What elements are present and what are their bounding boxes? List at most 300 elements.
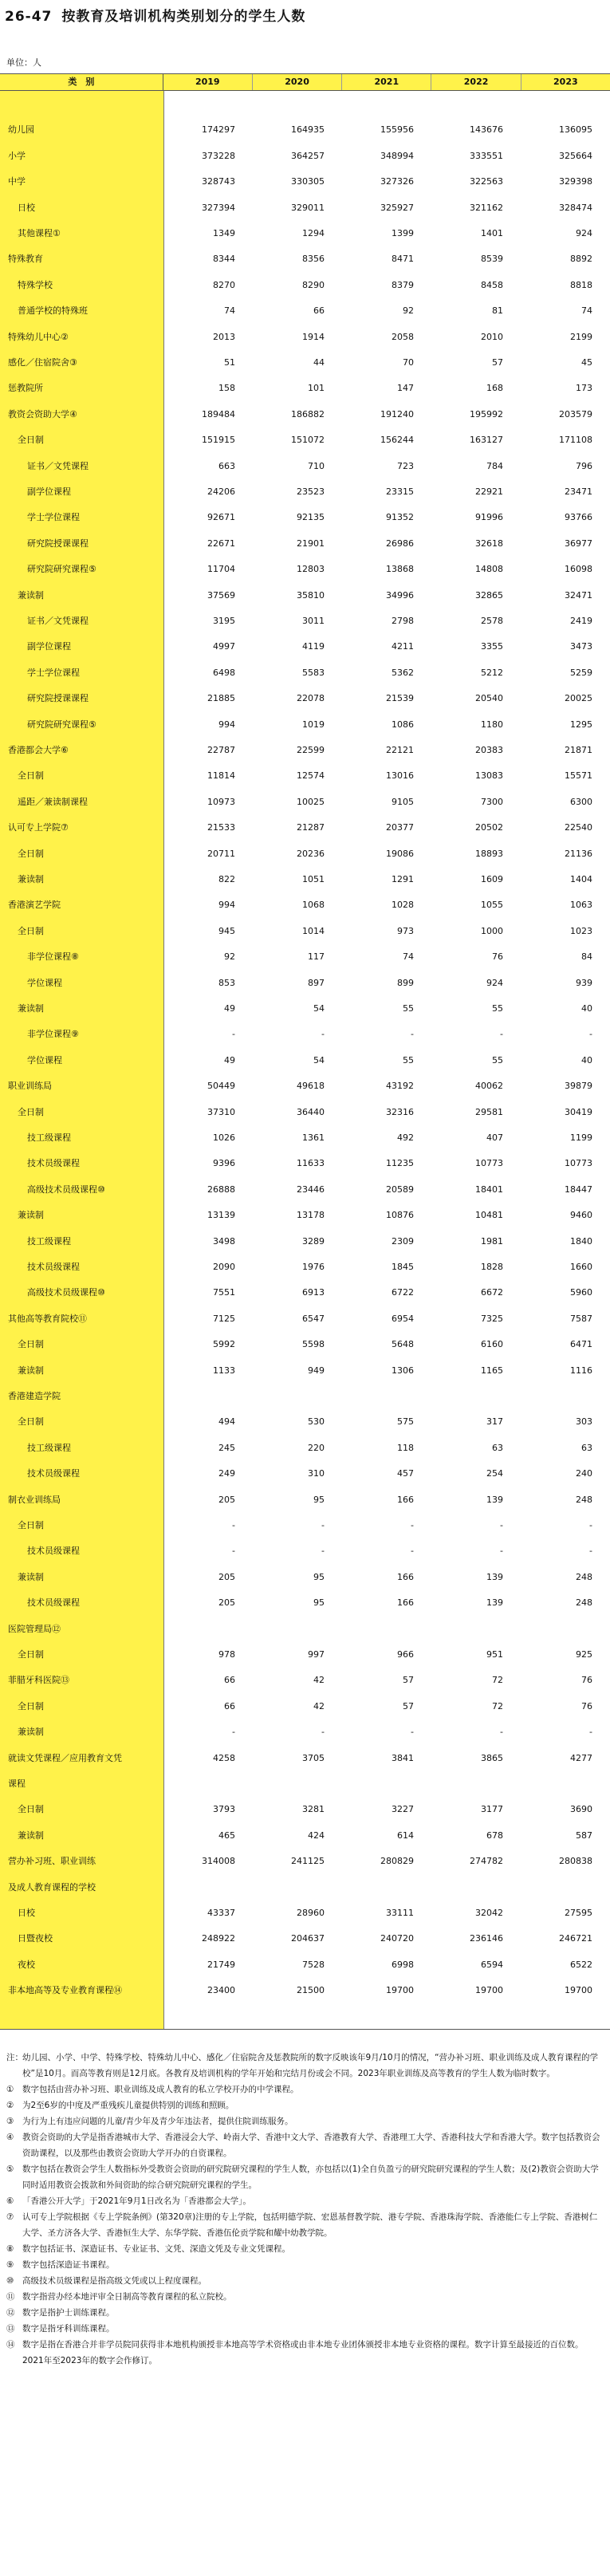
row-value-2019: 994 xyxy=(218,719,235,730)
row-label: 技术员级课程 xyxy=(27,1468,80,1479)
footnote-marker: ⑨ xyxy=(6,2260,14,2270)
row-value-2021: 1399 xyxy=(392,227,414,238)
row-label: 兼读制 xyxy=(18,1830,44,1841)
row-value-2022: 10481 xyxy=(475,1209,503,1220)
row-label: 学士学位课程 xyxy=(27,668,80,678)
row-label: 兼读制 xyxy=(18,1572,44,1582)
row-value-2021: - xyxy=(411,1545,414,1556)
row-value-2023: 925 xyxy=(576,1648,592,1660)
table-row xyxy=(0,380,610,396)
row-value-2019: 51 xyxy=(224,356,235,368)
row-label: 技术员级课程 xyxy=(27,1158,80,1168)
table-row xyxy=(0,1310,610,1326)
footnote-marker: ⑥ xyxy=(6,2196,14,2206)
table-row xyxy=(0,406,610,422)
row-value-2021: 2058 xyxy=(392,331,414,342)
row-value-2023: 1023 xyxy=(570,925,592,936)
footnotes xyxy=(6,2050,600,2369)
table-row xyxy=(0,1284,610,1300)
row-value-2022: 163127 xyxy=(470,434,503,445)
row-label: 认可专上学院⑦ xyxy=(8,822,69,833)
table-row xyxy=(0,1491,610,1507)
row-value-2019: 494 xyxy=(218,1416,235,1427)
footnote xyxy=(6,2321,600,2337)
row-value-2023: 1295 xyxy=(570,719,592,730)
row-value-2020: 12803 xyxy=(297,563,325,574)
row-label: 制衣业训练局 xyxy=(8,1495,61,1505)
footnote xyxy=(6,2257,600,2273)
row-value-2019: 22787 xyxy=(207,744,235,755)
row-value-2019: 11814 xyxy=(207,770,235,781)
table-row xyxy=(0,535,610,551)
row-value-2022: 1609 xyxy=(481,873,503,884)
row-value-2021: 191240 xyxy=(380,408,414,419)
row-value-2022: 81 xyxy=(492,305,503,316)
row-value-2019: 26888 xyxy=(207,1184,235,1195)
row-value-2022: 1180 xyxy=(481,719,503,730)
row-value-2019: 66 xyxy=(224,1674,235,1685)
row-value-2019: 328743 xyxy=(202,175,235,187)
footnote-text: 「香港公开大学」于2021年9月1日改名为「香港都会大学」。 xyxy=(22,2196,251,2206)
row-value-2021: 11235 xyxy=(386,1157,414,1168)
row-label: 夜校 xyxy=(18,1960,35,1970)
row-value-2019: 43337 xyxy=(207,1907,235,1918)
row-label: 非学位课程⑨ xyxy=(27,1029,79,1039)
row-value-2019: 2090 xyxy=(213,1261,235,1272)
footnote-marker: ⑬ xyxy=(6,2324,15,2334)
row-value-2021: 966 xyxy=(397,1648,414,1660)
row-label: 研究院研究课程⑤ xyxy=(27,564,96,574)
row-value-2019: 20711 xyxy=(207,848,235,859)
row-label: 特殊教育 xyxy=(8,254,43,264)
table-row xyxy=(0,148,610,163)
header-year: 2020 xyxy=(253,74,342,90)
row-value-2023: 325664 xyxy=(559,150,592,161)
row-label: 全日制 xyxy=(18,1416,44,1427)
row-value-2022: 3865 xyxy=(481,1752,503,1763)
row-value-2022: 1828 xyxy=(481,1261,503,1272)
row-value-2020: 36440 xyxy=(297,1106,325,1117)
table-row xyxy=(0,1258,610,1274)
row-value-2021: 492 xyxy=(397,1132,414,1143)
row-value-2022: 72 xyxy=(492,1700,503,1711)
row-value-2019: 66 xyxy=(224,1700,235,1711)
row-label: 营办补习班、职业训练 xyxy=(8,1856,96,1866)
row-value-2021: 57 xyxy=(403,1700,414,1711)
row-label: 研究院授课课程 xyxy=(27,693,89,703)
row-value-2022: 6672 xyxy=(481,1286,503,1298)
row-value-2021: 22121 xyxy=(386,744,414,755)
footnote-marker: ⑩ xyxy=(6,2276,14,2286)
row-value-2020: 1051 xyxy=(302,873,325,884)
row-label: 普通学校的特殊班 xyxy=(18,305,88,316)
row-value-2021: 34996 xyxy=(386,589,414,601)
row-label: 兼读制 xyxy=(18,1727,44,1737)
table-row xyxy=(0,923,610,939)
row-label: 全日制 xyxy=(18,1339,44,1349)
header-year: 2021 xyxy=(342,74,431,90)
row-value-2023: 39879 xyxy=(565,1080,592,1091)
footnote-marker: ③ xyxy=(6,2117,14,2126)
row-value-2023: 1404 xyxy=(570,873,592,884)
row-value-2023: 6300 xyxy=(570,796,592,807)
row-value-2023: 2199 xyxy=(570,331,592,342)
table-row xyxy=(0,225,610,241)
row-value-2021: 4211 xyxy=(392,640,414,652)
row-label: 副学位课程 xyxy=(27,641,71,652)
row-value-2023: 27595 xyxy=(565,1907,592,1918)
table-row xyxy=(0,458,610,474)
table-row xyxy=(0,1465,610,1481)
table-row xyxy=(0,1336,610,1352)
row-label: 全日制 xyxy=(18,1649,44,1660)
row-label: 兼读制 xyxy=(18,1003,44,1014)
table-row xyxy=(0,1517,610,1533)
row-label: 职业训练局 xyxy=(8,1081,52,1091)
row-value-2020: 21901 xyxy=(297,538,325,549)
row-value-2020: 35810 xyxy=(297,589,325,601)
row-value-2022: 55 xyxy=(492,1002,503,1014)
row-value-2020: - xyxy=(321,1519,325,1530)
row-value-2021: 166 xyxy=(397,1597,414,1608)
row-value-2022: 20383 xyxy=(475,744,503,755)
footnote-text: 为行为上有违应问题的儿童/青少年及青少年违法者，提供住院训练服务。 xyxy=(22,2117,293,2126)
row-value-2021: 92 xyxy=(403,305,414,316)
row-value-2022: 2010 xyxy=(481,331,503,342)
row-value-2023: 1116 xyxy=(570,1365,592,1376)
row-value-2020: 101 xyxy=(308,382,325,393)
row-value-2023: 32471 xyxy=(565,589,592,601)
row-value-2023: 924 xyxy=(576,227,592,238)
row-value-2022: 29581 xyxy=(475,1106,503,1117)
footnote xyxy=(6,2273,600,2289)
row-value-2020: 8356 xyxy=(302,253,325,264)
row-value-2021: 1086 xyxy=(392,719,414,730)
row-value-2019: - xyxy=(232,1028,235,1039)
row-value-2023: 63 xyxy=(581,1442,592,1453)
row-value-2020: 1361 xyxy=(302,1132,325,1143)
table-row xyxy=(0,664,610,680)
row-label: 学位课程 xyxy=(27,1055,62,1065)
footnote-marker: ① xyxy=(6,2085,14,2094)
data-table xyxy=(0,73,610,2029)
table-row xyxy=(0,199,610,215)
row-value-2023: 6471 xyxy=(570,1338,592,1349)
row-value-2020: 92135 xyxy=(297,511,325,522)
row-value-2022: 7325 xyxy=(481,1313,503,1324)
footnote-marker: ⑤ xyxy=(6,2164,14,2174)
row-value-2020: 530 xyxy=(308,1416,325,1427)
table-row xyxy=(0,1362,610,1378)
row-value-2023: 246721 xyxy=(559,1932,592,1944)
footnote-text: 为2至6岁的中度及严重残疾儿童提供特别的训练和照顾。 xyxy=(22,2101,234,2110)
row-label: 日校 xyxy=(18,1908,35,1918)
row-value-2019: 314008 xyxy=(202,1855,235,1866)
row-value-2023: 8818 xyxy=(570,279,592,290)
row-value-2020: 117 xyxy=(308,951,325,962)
row-label: 技术员级课程 xyxy=(27,1597,80,1608)
table-row xyxy=(0,1052,610,1068)
row-value-2022: 143676 xyxy=(470,124,503,135)
row-value-2023: 16098 xyxy=(565,563,592,574)
row-value-2020: - xyxy=(321,1028,325,1039)
row-value-2020: 13178 xyxy=(297,1209,325,1220)
row-value-2022: 22921 xyxy=(475,486,503,497)
row-value-2021: 6722 xyxy=(392,1286,414,1298)
row-label: 研究院研究课程⑤ xyxy=(27,719,96,730)
footnote xyxy=(6,2097,600,2113)
row-label: 兼读制 xyxy=(18,1210,44,1220)
footnote xyxy=(6,2113,600,2129)
row-value-2021: 13016 xyxy=(386,770,414,781)
footnote-marker: ⑭ xyxy=(6,2340,15,2350)
row-value-2019: 13139 xyxy=(207,1209,235,1220)
row-value-2021: 6998 xyxy=(392,1959,414,1970)
row-label: 日校 xyxy=(18,203,35,213)
header-year: 2022 xyxy=(431,74,521,90)
header-year: 2019 xyxy=(163,74,253,90)
table-row xyxy=(0,1026,610,1042)
row-value-2021: 723 xyxy=(397,460,414,471)
table-row xyxy=(0,1569,610,1585)
footnote xyxy=(6,2337,600,2369)
row-label: 全日制 xyxy=(18,1804,44,1814)
row-label: 遥距／兼读制课程 xyxy=(18,797,88,807)
row-value-2023: 329398 xyxy=(559,175,592,187)
table-row xyxy=(0,1181,610,1197)
row-value-2019: 1349 xyxy=(213,227,235,238)
row-value-2022: 18401 xyxy=(475,1184,503,1195)
footnote-text: 幼儿园、小学、中学、特殊学校、特殊幼儿中心、感化／住宿院舍及惩教院所的数字反映该年9月/10月的情况，“营办补习班、职业训练及成人教育课程的学校”是10月。而高等教育则是12月底。各教育及培训机构的学年开始和完结月份或会不同。2023年职业训练及高等教育的学生人数为临时数字。 xyxy=(22,2053,599,2078)
row-value-2021: 575 xyxy=(397,1416,414,1427)
row-value-2023: 40 xyxy=(581,1002,592,1014)
row-value-2022: 63 xyxy=(492,1442,503,1453)
row-value-2023: 18447 xyxy=(565,1184,592,1195)
row-label: 全日制 xyxy=(18,1520,44,1530)
row-value-2019: 92 xyxy=(224,951,235,962)
row-value-2019: 978 xyxy=(218,1648,235,1660)
row-value-2021: 1306 xyxy=(392,1365,414,1376)
table-row xyxy=(0,587,610,603)
row-value-2019: 248922 xyxy=(202,1932,235,1944)
row-value-2020: 44 xyxy=(313,356,325,368)
page-title xyxy=(5,5,305,25)
row-label: 学位课程 xyxy=(27,978,62,988)
row-value-2020: 330305 xyxy=(291,175,325,187)
row-value-2022: 19700 xyxy=(475,1984,503,1995)
row-value-2023: 76 xyxy=(581,1700,592,1711)
row-value-2020: 186882 xyxy=(291,408,325,419)
row-value-2019: 1026 xyxy=(213,1132,235,1143)
row-value-2023: 248 xyxy=(576,1597,592,1608)
row-value-2019: 8270 xyxy=(213,279,235,290)
row-value-2022: 274782 xyxy=(470,1855,503,1866)
row-value-2020: 49618 xyxy=(297,1080,325,1091)
row-value-2022: 6594 xyxy=(481,1959,503,1970)
table-row xyxy=(0,742,610,758)
row-value-2021: 6954 xyxy=(392,1313,414,1324)
row-value-2020: 1914 xyxy=(302,331,325,342)
table-row xyxy=(0,871,610,887)
row-value-2022: 678 xyxy=(486,1830,503,1841)
row-value-2020: 1294 xyxy=(302,227,325,238)
table-row xyxy=(0,1207,610,1223)
row-label: 医院管理局⑫ xyxy=(8,1624,61,1634)
row-label: 教资会资助大学④ xyxy=(8,409,77,419)
row-value-2021: - xyxy=(411,1028,414,1039)
row-value-2021: 57 xyxy=(403,1674,414,1685)
row-value-2023: 4277 xyxy=(570,1752,592,1763)
row-label: 技工级课程 xyxy=(27,1236,71,1247)
row-label: 小学 xyxy=(8,151,26,161)
row-value-2022: - xyxy=(500,1545,503,1556)
row-label: 菲腊牙科医院⑬ xyxy=(8,1675,69,1685)
row-label: 中学 xyxy=(8,176,26,187)
row-label: 香港都会大学⑥ xyxy=(8,745,69,755)
row-value-2019: 151915 xyxy=(202,434,235,445)
row-value-2022: 13083 xyxy=(475,770,503,781)
table-row xyxy=(0,561,610,577)
table-row xyxy=(0,354,610,370)
table-row xyxy=(0,250,610,266)
table-row xyxy=(0,1155,610,1171)
row-value-2022: 14808 xyxy=(475,563,503,574)
row-value-2023: - xyxy=(589,1028,592,1039)
footnote-text: 数字包括证书、深造证书、专业证书、文凭、深造文凭及专业文凭课程。 xyxy=(22,2244,290,2254)
row-value-2021: 327326 xyxy=(380,175,414,187)
table-row xyxy=(0,975,610,991)
row-value-2020: 364257 xyxy=(291,150,325,161)
row-value-2019: 158 xyxy=(218,382,235,393)
row-value-2021: 348994 xyxy=(380,150,414,161)
row-value-2020: 5598 xyxy=(302,1338,325,1349)
row-value-2020: 220 xyxy=(308,1442,325,1453)
row-value-2023: 10773 xyxy=(565,1157,592,1168)
table-bottom-rule xyxy=(0,2029,610,2030)
row-value-2023: 796 xyxy=(576,460,592,471)
row-value-2023: 7587 xyxy=(570,1313,592,1324)
header-category: 类 别 xyxy=(0,74,163,90)
row-value-2022: 784 xyxy=(486,460,503,471)
row-value-2021: 21539 xyxy=(386,692,414,703)
row-value-2021: 55 xyxy=(403,1054,414,1065)
row-value-2022: 32618 xyxy=(475,538,503,549)
row-value-2020: 710 xyxy=(308,460,325,471)
table-row xyxy=(0,638,610,654)
row-value-2020: 21287 xyxy=(297,821,325,833)
row-value-2021: 973 xyxy=(397,925,414,936)
row-value-2022: 57 xyxy=(492,356,503,368)
footnote-marker: ⑪ xyxy=(6,2292,15,2302)
row-value-2023: 328474 xyxy=(559,202,592,213)
row-value-2022: 18893 xyxy=(475,848,503,859)
row-value-2021: 32316 xyxy=(386,1106,414,1117)
table-row xyxy=(0,1440,610,1455)
row-value-2022: 91996 xyxy=(475,511,503,522)
row-value-2020: 21500 xyxy=(297,1984,325,1995)
row-value-2019: 1133 xyxy=(213,1365,235,1376)
row-value-2020: 3281 xyxy=(302,1803,325,1814)
footnote xyxy=(6,2129,600,2161)
row-value-2020: 151072 xyxy=(291,434,325,445)
table-row xyxy=(0,794,610,809)
table-row xyxy=(0,1646,610,1662)
table-row xyxy=(0,1750,610,1766)
row-value-2019: 23400 xyxy=(207,1984,235,1995)
row-value-2021: 240720 xyxy=(380,1932,414,1944)
row-value-2020: 897 xyxy=(308,977,325,988)
row-value-2022: 20540 xyxy=(475,692,503,703)
row-value-2022: 1165 xyxy=(481,1365,503,1376)
row-value-2020: 5583 xyxy=(302,667,325,678)
row-value-2023: 21136 xyxy=(565,848,592,859)
footnote-text: 数字包括在教资会学生人数指标外受教资会资助的研究院研究课程的学生人数，亦包括以(1)全自负盈亏的研究院研究课程的学生人数；及(2)教资会资助大学同时适用教资会拨款和外间资助的综合研究院研究课程的学生。 xyxy=(22,2164,599,2190)
row-value-2019: 3498 xyxy=(213,1235,235,1247)
footnote-marker: ② xyxy=(6,2101,14,2110)
row-value-2021: 3841 xyxy=(392,1752,414,1763)
footnote xyxy=(6,2305,600,2321)
table-row xyxy=(0,1594,610,1610)
row-label: 特殊幼儿中心② xyxy=(8,332,69,342)
row-value-2023: 36977 xyxy=(565,538,592,549)
row-value-2022: 168 xyxy=(486,382,503,393)
table-row xyxy=(0,767,610,783)
footnote-marker: ⑫ xyxy=(6,2308,15,2318)
row-value-2022: 8458 xyxy=(481,279,503,290)
row-value-2019: 21533 xyxy=(207,821,235,833)
table-row xyxy=(0,716,610,732)
row-value-2022: 72 xyxy=(492,1674,503,1685)
row-label: 其他高等教育院校⑪ xyxy=(8,1314,87,1324)
table-row xyxy=(0,948,610,964)
row-value-2020: 3705 xyxy=(302,1752,325,1763)
row-label: 技工级课程 xyxy=(27,1443,71,1453)
row-label: 非本地高等及专业教育课程⑭ xyxy=(8,1985,122,1995)
row-value-2021: 33111 xyxy=(386,1907,414,1918)
table-row xyxy=(0,1904,610,1920)
row-value-2023: 3473 xyxy=(570,640,592,652)
row-value-2019: 327394 xyxy=(202,202,235,213)
table-row xyxy=(0,1104,610,1120)
row-label: 副学位课程 xyxy=(27,486,71,497)
row-label: 全日制 xyxy=(18,1107,44,1117)
row-label: 就读文凭课程／应用教育文凭 xyxy=(8,1753,122,1763)
row-value-2022: 55 xyxy=(492,1054,503,1065)
table-row xyxy=(0,1388,610,1404)
row-value-2020: 28960 xyxy=(297,1907,325,1918)
row-value-2020: 22599 xyxy=(297,744,325,755)
row-label: 感化／住宿院舍③ xyxy=(8,357,77,368)
row-value-2019: 4997 xyxy=(213,640,235,652)
row-label: 日暨夜校 xyxy=(18,1933,53,1944)
row-value-2021: 8379 xyxy=(392,279,414,290)
row-value-2020: 54 xyxy=(313,1054,325,1065)
row-value-2019: 205 xyxy=(218,1597,235,1608)
row-value-2021: 2309 xyxy=(392,1235,414,1247)
row-label: 证书／文凭课程 xyxy=(27,616,89,626)
row-value-2020: 6547 xyxy=(302,1313,325,1324)
row-label: 全日制 xyxy=(18,770,44,781)
row-value-2021: 614 xyxy=(397,1830,414,1841)
row-value-2023: 240 xyxy=(576,1467,592,1479)
row-value-2019: 205 xyxy=(218,1494,235,1505)
row-value-2020: 1976 xyxy=(302,1261,325,1272)
row-label: 全日制 xyxy=(18,435,44,445)
table-title: 按教育及培训机构类别划分的学生人数 xyxy=(61,9,306,25)
row-value-2021: 1291 xyxy=(392,873,414,884)
row-value-2019: 24206 xyxy=(207,486,235,497)
row-value-2020: 23523 xyxy=(297,486,325,497)
